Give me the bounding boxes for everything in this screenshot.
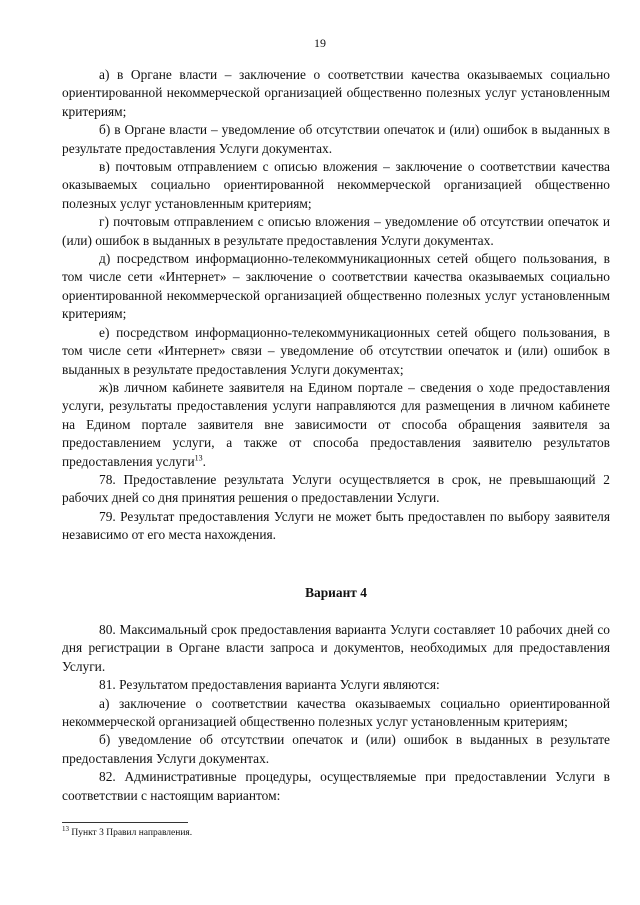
document-body bbox=[62, 66, 610, 805]
footnote-number: 13 bbox=[62, 824, 69, 833]
paragraph-result-e: е) посредством информационно-телекоммуникационных сетей общего пользования, в том числе сети «Интернет» связи – уведомление об отсутствии опечаток и (или) ошибок в выданных в результате предоставления Услуги документах; bbox=[62, 324, 610, 377]
paragraph-result-zh bbox=[62, 379, 610, 471]
paragraph-80: 80. Максимальный срок предоставления варианта Услуги составляет 10 рабочих дней со дня регистрации в Органе власти запроса и документов, необходимых для предоставления Услуги. bbox=[62, 621, 610, 674]
footnote-divider bbox=[62, 822, 188, 823]
paragraph-result-g: г) почтовым отправлением с описью вложения – уведомление об отсутствии опечаток и (или) ошибок в выданных в результате предоставления Услуги документах. bbox=[62, 214, 610, 248]
paragraph-81: 81. Результатом предоставления варианта Услуги являются: bbox=[99, 677, 440, 693]
section-heading-variant-4: Вариант 4 bbox=[305, 584, 367, 600]
page-number: 19 bbox=[314, 36, 326, 50]
paragraph-78: 78. Предоставление результата Услуги осуществляется в срок, не превышающий 2 рабочих дней со дня принятия решения о предоставлении Услуги. bbox=[62, 471, 610, 506]
footnote bbox=[62, 824, 610, 839]
paragraph-82: 82. Административные процедуры, осуществляемые при предоставлении Услуги в соответствии с настоящим вариантом: bbox=[62, 769, 610, 803]
paragraph-81-b: б) уведомление об отсутствии опечаток и (или) ошибок в выданных в результате предоставления Услуги документах. bbox=[62, 732, 610, 766]
paragraph-81-a: а) заключение о соответствии качества оказываемых социально ориентированной некоммерческой организацией общественно полезных услуг установленным критериям; bbox=[62, 695, 610, 729]
paragraph-result-a: а) в Органе власти – заключение о соответствии качества оказываемых социально ориентированной некоммерческой организацией общественно полезных услуг установленным критериям; bbox=[62, 67, 610, 119]
paragraph-zh-text: ж)в личном кабинете заявителя на Едином портале – сведения о ходе предоставления услуги, результаты предоставления услуги направляются для размещения в личном кабинете на Едином портале заявителя вне зависимости от способа обращения заявителя за предоставлением услуги, а также от способа предоставления заявителю результатов предоставления услуги bbox=[62, 379, 610, 469]
paragraph-result-b: б) в Органе власти – уведомление об отсутствии опечаток и (или) ошибок в выданных в результате предоставления Услуги документах. bbox=[62, 122, 610, 156]
footnote-reference[interactable]: 13 bbox=[194, 453, 203, 463]
paragraph-zh-end: . bbox=[202, 453, 207, 469]
paragraph-result-d: д) посредством информационно-телекоммуникационных сетей общего пользования, в том числе сети «Интернет» – заключение о соответствии качества оказываемых социально ориентированной некоммерческой организацией общественно полезных услуг установленным критериям; bbox=[62, 251, 610, 322]
footnote-text: Пункт 3 Правил направления. bbox=[69, 828, 193, 838]
paragraph-79: 79. Результат предоставления Услуги не может быть предоставлен по выбору заявителя независимо от его места нахождения. bbox=[62, 508, 610, 543]
paragraph-result-v: в) почтовым отправлением с описью вложения – заключение о соответствии качества оказываемых социально ориентированной некоммерческой организацией общественно полезных услуг установленным критериям; bbox=[62, 159, 610, 211]
